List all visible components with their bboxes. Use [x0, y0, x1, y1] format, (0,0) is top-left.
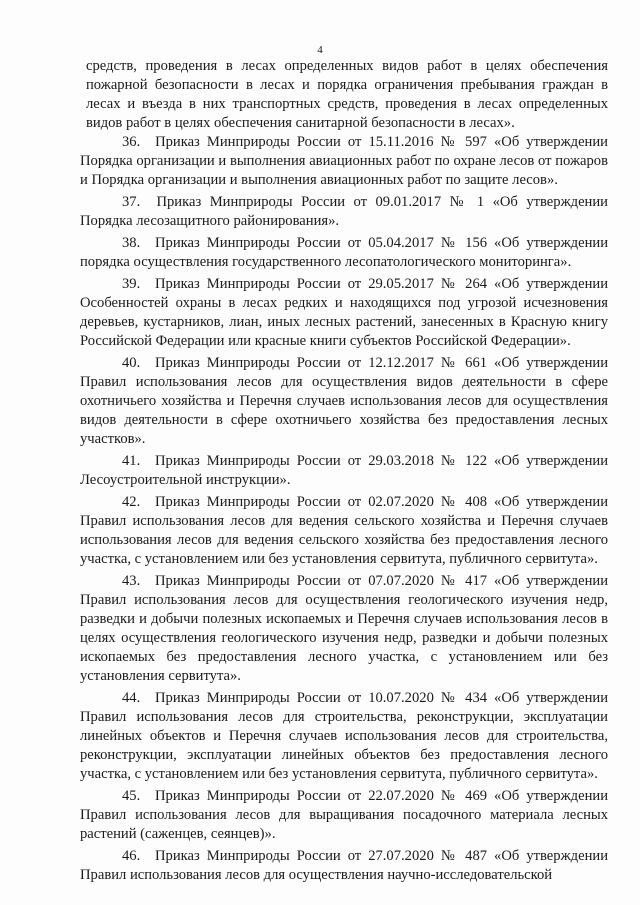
item-text: Приказ Минприроды России от 12.12.2017 № 661 «Об утверждении Правил использования лесов для осуществления видов деятельности в сфере охотничьего хозяйства и Перечня случаев использования лесов для осуществления видов деятельности в сфере охотничьего хозяйства без предоставления лесных участков».: [80, 355, 608, 447]
item-number: 40.: [122, 355, 141, 371]
page-number: 4: [317, 44, 323, 56]
list-item: [80, 572, 608, 686]
item-number: 39.: [122, 276, 141, 292]
item-text: Приказ Минприроды России от 29.05.2017 № 264 «Об утверждении Особенностей охраны в лесах редких и находящихся под угрозой исчезновения деревьев, кустарников, лиан, иных лесных растений, занесенных в Красную книгу Российской Федерации или красные книги субъектов Российской Федерации».: [80, 276, 608, 349]
list-item: [80, 493, 608, 569]
list-item: [80, 275, 608, 351]
item-text: Приказ Минприроды России от 09.01.2017 № 1 «Об утверждении Порядка лесозащитного районирования».: [80, 194, 608, 229]
item-number: 46.: [122, 848, 141, 864]
item-text: Приказ Минприроды России от 29.03.2018 № 122 «Об утверждении Лесоустроительной инструкции».: [80, 453, 608, 488]
list-item: [80, 193, 608, 231]
list-item: [80, 847, 608, 885]
item-number: 44.: [122, 690, 141, 706]
item-text: Приказ Минприроды России от 05.04.2017 № 156 «Об утверждении порядка осуществления государственного лесопатологического мониторинга».: [80, 235, 608, 270]
item-number: 45.: [122, 788, 141, 804]
item-number: 36.: [122, 134, 141, 150]
list-item: [80, 787, 608, 844]
list-item: [80, 234, 608, 272]
item-number: 38.: [122, 235, 141, 251]
item-text: Приказ Минприроды России от 27.07.2020 № 487 «Об утверждении Правил использования лесов для осуществления научно-исследовательской: [80, 848, 608, 883]
list-item: [80, 452, 608, 490]
item-text: Приказ Минприроды России от 15.11.2016 № 597 «Об утверждении Порядка организации и выполнения авиационных работ по охране лесов от пожаров и Порядка организации и выполнения авиационных работ по защите лесов».: [80, 134, 608, 188]
item-number: 42.: [122, 494, 141, 510]
list-item: [80, 133, 608, 190]
continuation-paragraph: средств, проведения в лесах определенных видов работ в целях обеспечения пожарной безопасности в лесах и порядка ограничения пребывания граждан в лесах и въезда в них транспортных средств, проведения в лесах определенных видов работ в целях обеспечения санитарной безопасности в лесах».: [86, 58, 608, 131]
list-item: [80, 354, 608, 449]
list-item: [80, 689, 608, 784]
item-number: 41.: [122, 453, 141, 469]
item-number: 43.: [122, 573, 141, 589]
item-text: Приказ Минприроды России от 22.07.2020 № 469 «Об утверждении Правил использования лесов для выращивания посадочного материала лесных растений (саженцев, сеянцев)».: [80, 788, 608, 842]
item-number: 37.: [122, 194, 141, 210]
item-text: Приказ Минприроды России от 07.07.2020 № 417 «Об утверждении Правил использования лесов для осуществления геологического изучения недр, разведки и добычи полезных ископаемых и Перечня случаев использования лесов в целях осуществления геологического изучения недр, разведки и добычи полезных ископаемых без предоставления лесного участка, с установлением или без установления сервитута».: [80, 573, 608, 684]
document-body: [80, 57, 608, 888]
order-list: [80, 133, 608, 885]
item-text: Приказ Минприроды России от 10.07.2020 № 434 «Об утверждении Правил использования лесов для строительства, реконструкции, эксплуатации линейных объектов и Перечня случаев использования лесов для строительства, реконструкции, эксплуатации линейных объектов без предоставления лесного участка, с установлением или без установления сервитута, публичного сервитута».: [80, 690, 608, 782]
item-text: Приказ Минприроды России от 02.07.2020 № 408 «Об утверждении Правил использования лесов для ведения сельского хозяйства и Перечня случаев использования лесов для ведения сельского хозяйства без предоставления лесного участка, с установлением или без установления сервитута, публичного сервитута».: [80, 494, 608, 567]
